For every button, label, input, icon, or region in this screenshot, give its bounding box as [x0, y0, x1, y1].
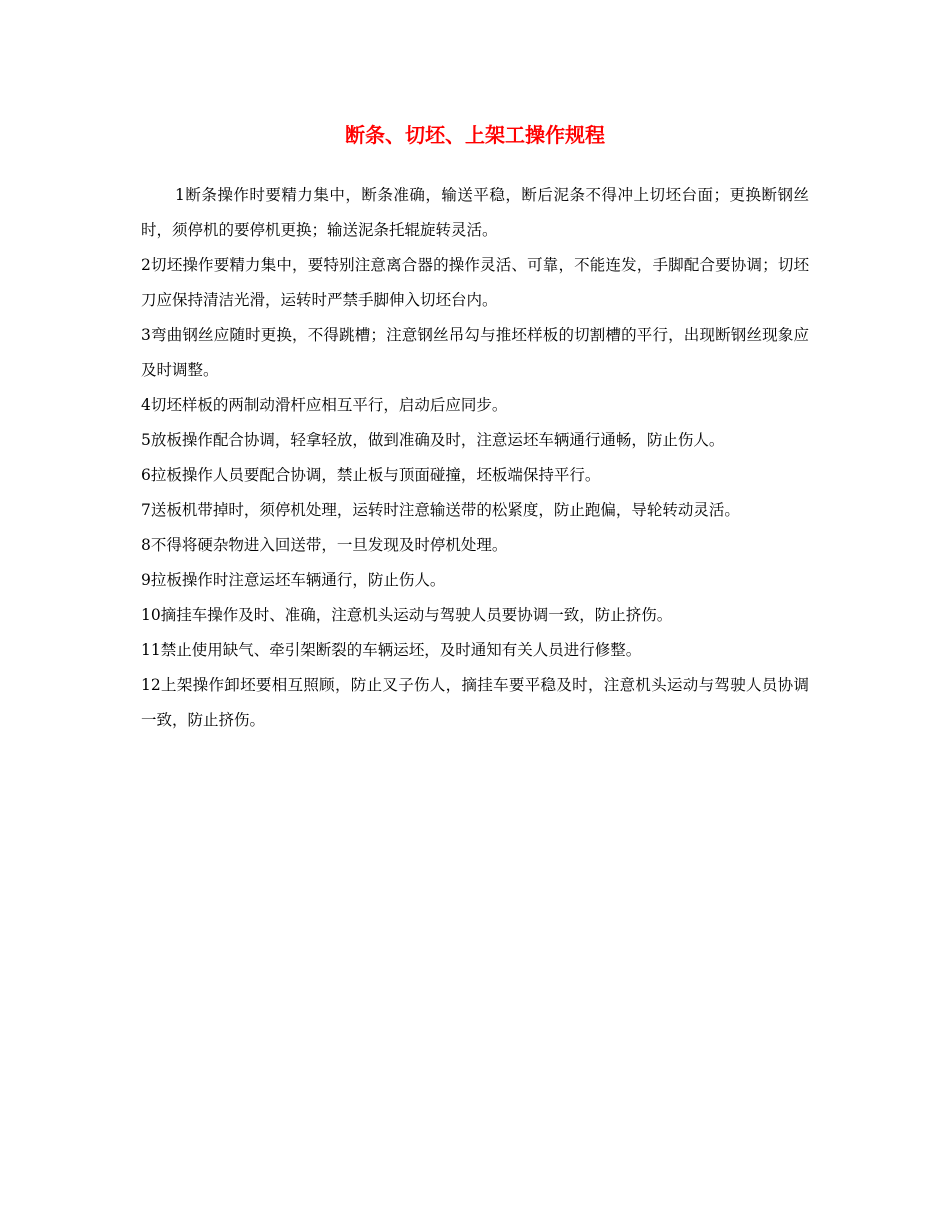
paragraph-10: 10摘挂车操作及时、准确，注意机头运动与驾驶人员要协调一致，防止挤伤。: [141, 606, 673, 624]
paragraph-8: 8不得将硬杂物进入回送带，一旦发现及时停机处理。: [141, 536, 508, 554]
paragraph-3: 3弯曲钢丝应随时更换，不得跳槽；注意钢丝吊勾与推坯样板的切割槽的平行，出现断钢丝现象应及时调整。: [141, 326, 809, 379]
paragraph-7: 7送板机带掉时，须停机处理，运转时注意输送带的松紧度，防止跑偏，导轮转动灵活。: [141, 501, 740, 519]
paragraph-6: 6拉板操作人员要配合协调，禁止板与顶面碰撞，坯板端保持平行。: [141, 466, 601, 484]
paragraph-4: 4切坯样板的两制动滑杆应相互平行，启动后应同步。: [141, 396, 508, 414]
paragraph-2: 2切坯操作要精力集中，要特别注意离合器的操作灵活、可靠，不能连发，手脚配合要协调；切坯刀应保持清洁光滑，运转时严禁手脚伸入切坯台内。: [141, 256, 809, 309]
paragraph-11: 11禁止使用缺气、牵引架断裂的车辆运坯，及时通知有关人员进行修整。: [141, 641, 642, 659]
paragraph-12: 12上架操作卸坯要相互照顾，防止叉子伤人，摘挂车要平稳及时，注意机头运动与驾驶人员协调一致，防止挤伤。: [141, 676, 809, 729]
document-title: 断条、切坯、上架工操作规程: [345, 123, 605, 147]
paragraph-9: 9拉板操作时注意运坯车辆通行，防止伤人。: [141, 571, 446, 589]
paragraph-1: 1断条操作时要精力集中，断条准确，输送平稳，断后泥条不得冲上切坯台面；更换断钢丝时，须停机的要停机更换；输送泥条托辊旋转灵活。: [141, 186, 809, 239]
paragraph-5: 5放板操作配合协调，轻拿轻放，做到准确及时，注意运坯车辆通行通畅，防止伤人。: [141, 431, 725, 449]
document-body: [141, 178, 809, 738]
